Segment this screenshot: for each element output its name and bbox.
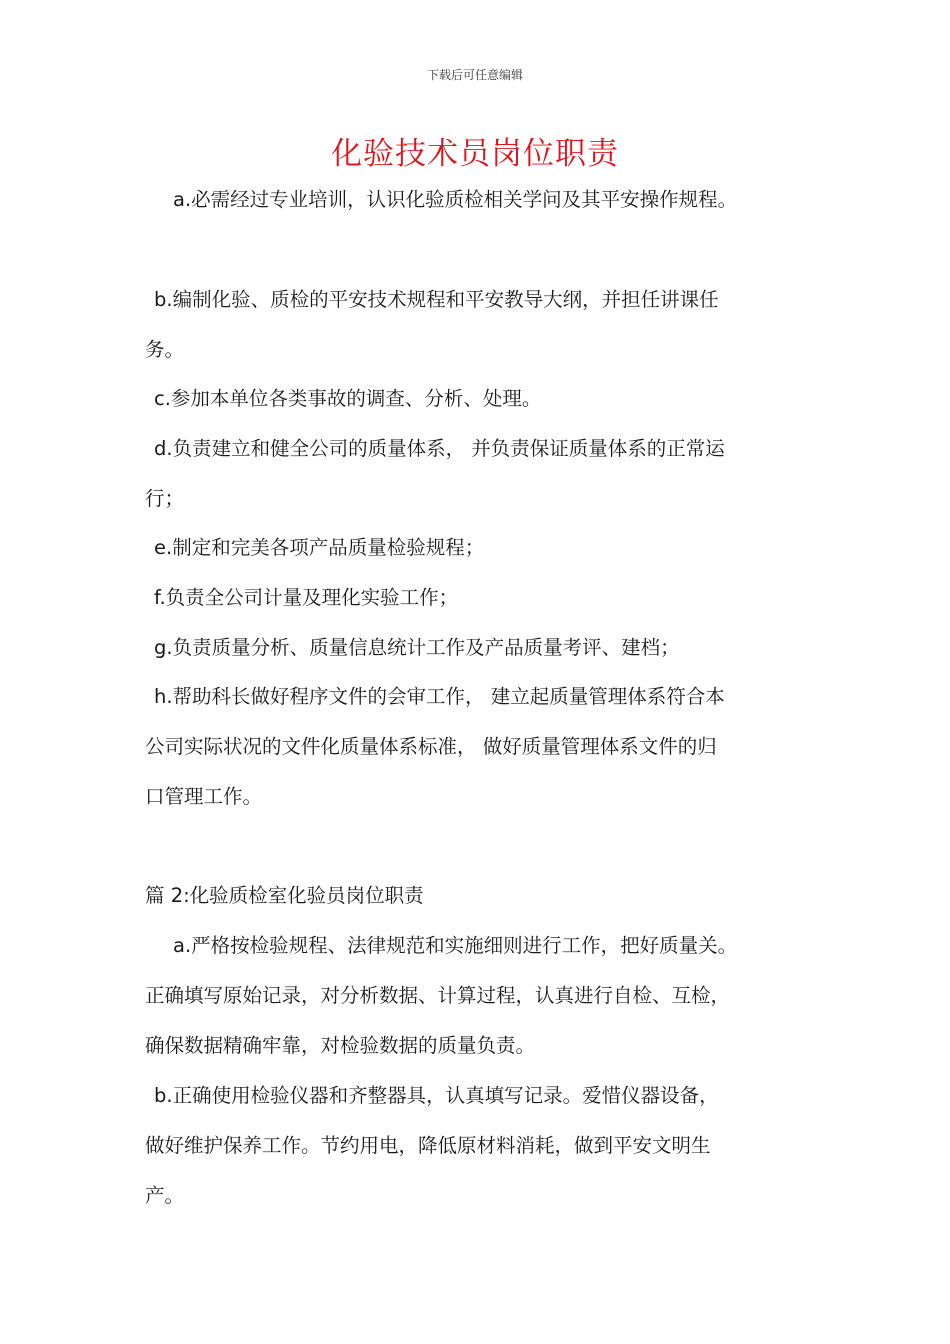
- page-header: 下载后可任意编辑: [426, 68, 523, 82]
- paragraph-line: 确保数据精确牢靠，对检验数据的质量负责。: [145, 1034, 536, 1057]
- paragraph-line: e.制定和完美各项产品质量检验规程；: [154, 536, 485, 559]
- paragraph-line: f.负责全公司计量及理化实验工作；: [154, 586, 459, 609]
- paragraph-line: g.负责质量分析、质量信息统计工作及产品质量考评、建档；: [154, 636, 680, 659]
- document-title: 化验技术员岗位职责: [331, 136, 619, 172]
- paragraph-line: 产。: [145, 1184, 185, 1207]
- paragraph-line: h.帮助科长做好程序文件的会审工作， 建立起质量管理体系符合本: [154, 685, 725, 708]
- paragraph-line: 公司实际状况的文件化质量体系标准， 做好质量管理体系文件的归: [145, 735, 717, 758]
- paragraph-line: 正确填写原始记录，对分析数据、计算过程，认真进行自检、互检，: [145, 984, 731, 1007]
- paragraph-line: b.正确使用检验仪器和齐整器具，认真填写记录。爱惜仪器设备，: [154, 1084, 719, 1107]
- paragraph-line: c.参加本单位各类事故的调查、分析、处理。: [154, 387, 542, 410]
- paragraph-line: 口管理工作。: [145, 785, 263, 808]
- paragraph-line: b.编制化验、质检的平安技术规程和平安教导大纲，并担任讲课任: [154, 288, 719, 311]
- paragraph-line: 行；: [145, 487, 185, 510]
- paragraph-line: a.严格按检验规程、法律规范和实施细则进行工作，把好质量关。: [173, 934, 738, 957]
- paragraph-line: d.负责建立和健全公司的质量体系， 并负责保证质量体系的正常运: [154, 437, 725, 460]
- section-heading: 篇 2:化验质检室化验员岗位职责: [145, 884, 424, 907]
- paragraph-line: 做好维护保养工作。节约用电，降低原材料消耗，做到平安文明生: [145, 1134, 711, 1157]
- paragraph-line: 务。: [145, 338, 185, 361]
- paragraph-line: a.必需经过专业培训，认识化验质检相关学问及其平安操作规程。: [173, 188, 738, 211]
